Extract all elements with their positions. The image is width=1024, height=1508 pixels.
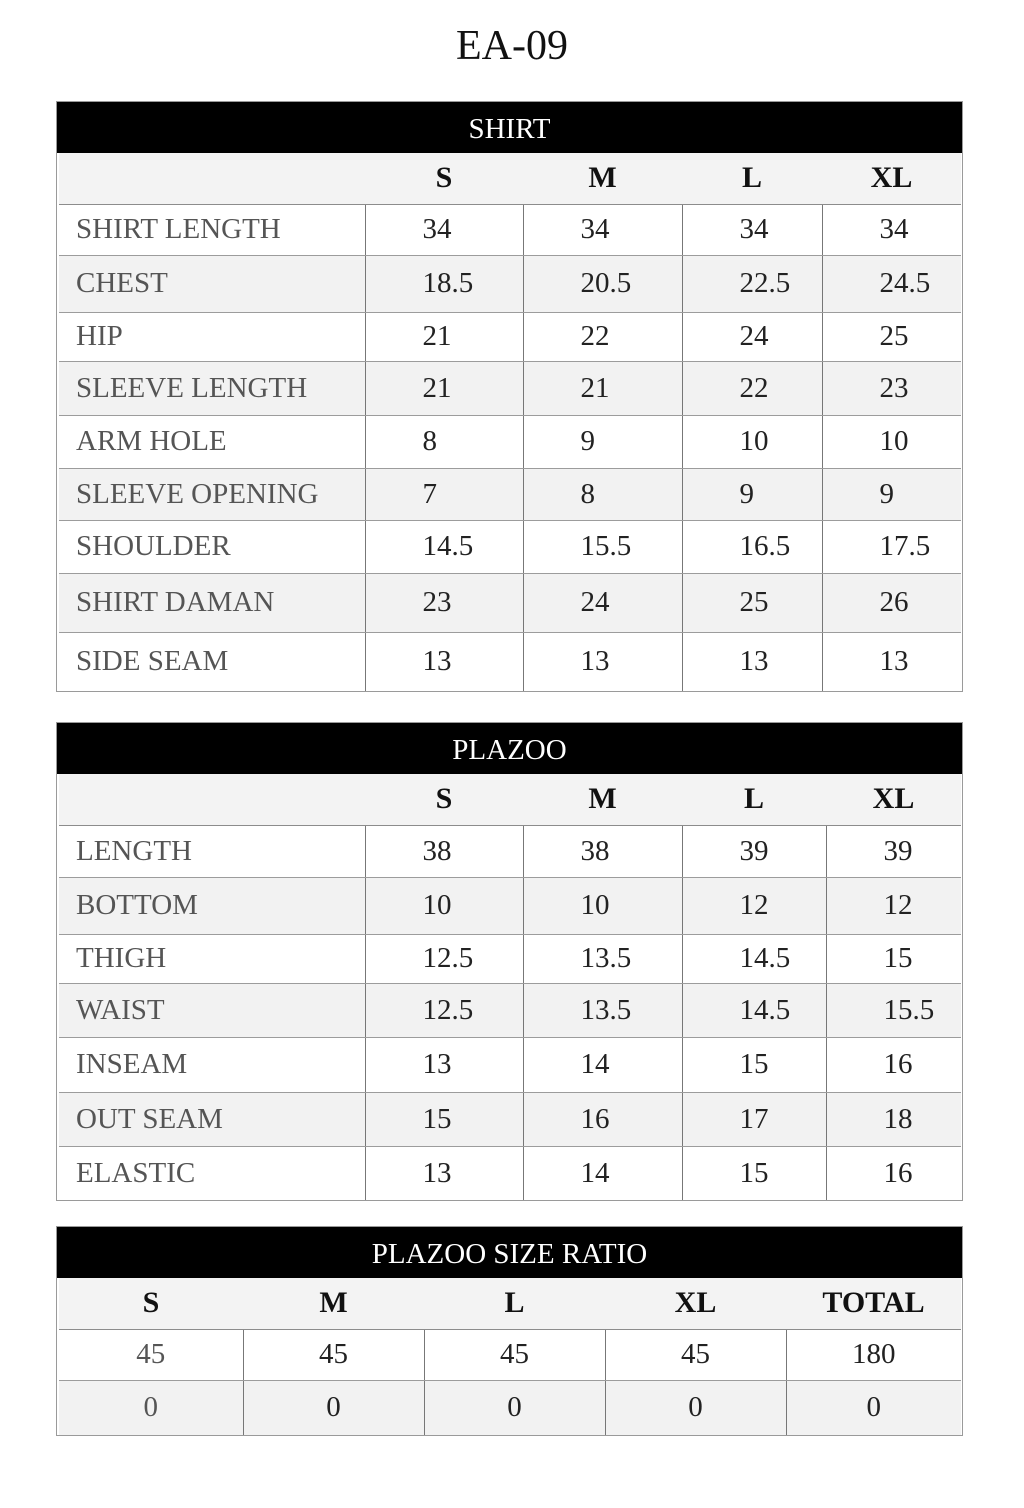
cell-value: 15: [682, 1037, 826, 1092]
cell-value: 13.5: [523, 983, 682, 1037]
cell-value: 9: [682, 468, 822, 520]
cell-value: 0: [605, 1380, 786, 1435]
table-row: [59, 1380, 961, 1435]
table-row: [59, 468, 961, 520]
table-row: [59, 825, 961, 877]
ratio-header-row: [59, 1278, 961, 1329]
table-row: [59, 934, 961, 983]
cell-value: 7: [365, 468, 523, 520]
plazoo-size-table: [56, 722, 963, 1201]
row-label: ARM HOLE: [59, 415, 365, 468]
cell-value: 17.5: [822, 520, 961, 573]
cell-value: 45: [424, 1329, 605, 1380]
cell-value: 21: [365, 312, 523, 361]
cell-value: 18: [826, 1092, 961, 1146]
row-label: SIDE SEAM: [76, 645, 229, 678]
cell-value: 45: [59, 1329, 243, 1380]
cell-value: 45: [605, 1329, 786, 1380]
cell-value: 34: [523, 204, 682, 255]
column-header-total: TOTAL: [786, 1278, 961, 1329]
column-header-m: M: [523, 774, 682, 825]
cell-value: 14.5: [682, 983, 826, 1037]
cell-value: 23: [822, 361, 961, 415]
cell-value: 22: [682, 361, 822, 415]
cell-value: 10: [365, 877, 523, 934]
cell-value: 0: [424, 1380, 605, 1435]
cell-value: 15: [826, 934, 961, 983]
cell-value: 16: [523, 1092, 682, 1146]
table-row: [59, 204, 961, 255]
cell-value: 13: [523, 632, 682, 691]
cell-value: 9: [523, 415, 682, 468]
cell-value: 0: [59, 1380, 243, 1435]
cell-value: 38: [365, 825, 523, 877]
cell-value: 17: [682, 1092, 826, 1146]
table-row: [59, 415, 961, 468]
cell-value: 10: [822, 415, 961, 468]
cell-value: 8: [365, 415, 523, 468]
column-header-l: L: [682, 774, 826, 825]
table-row: [59, 573, 961, 632]
cell-value: 0: [243, 1380, 424, 1435]
table-row: [59, 1092, 961, 1146]
table-row: [59, 361, 961, 415]
cell-value: 26: [822, 573, 961, 632]
shirt-size-table: [56, 101, 963, 692]
cell-value: 45: [243, 1329, 424, 1380]
cell-value: 25: [822, 312, 961, 361]
column-header-m: M: [523, 153, 682, 204]
column-header-m: M: [243, 1278, 424, 1329]
cell-value: 25: [682, 573, 822, 632]
cell-value: 15.5: [523, 520, 682, 573]
row-label: ELASTIC: [76, 1156, 196, 1189]
cell-value: 0: [786, 1380, 961, 1435]
column-header-s: S: [365, 774, 523, 825]
shirt-table-heading: SHIRT: [57, 102, 962, 153]
cell-value: 13.5: [523, 934, 682, 983]
table-row: [59, 1037, 961, 1092]
cell-value: 12: [826, 877, 961, 934]
cell-value: 24: [523, 573, 682, 632]
table-row: [59, 312, 961, 361]
cell-value: 34: [682, 204, 822, 255]
cell-value: 14.5: [365, 520, 523, 573]
cell-value: 15: [365, 1092, 523, 1146]
cell-value: 13: [365, 1037, 523, 1092]
cell-value: 12.5: [365, 983, 523, 1037]
column-header-s: S: [59, 1278, 243, 1329]
table-row: [59, 520, 961, 573]
row-label: INSEAM: [59, 1037, 365, 1092]
cell-value: 24.5: [822, 255, 961, 312]
cell-value: 21: [523, 361, 682, 415]
cell-value: 10: [682, 415, 822, 468]
cell-value: 14: [523, 1037, 682, 1092]
cell-value: 13: [822, 632, 961, 691]
header-blank-cell: [59, 153, 365, 204]
cell-value: 22.5: [682, 255, 822, 312]
table-row: [59, 1146, 961, 1200]
cell-value: 180: [786, 1329, 961, 1380]
cell-value: 13: [682, 632, 822, 691]
table-row: [59, 877, 961, 934]
cell-value: 20.5: [523, 255, 682, 312]
cell-value: 34: [365, 204, 523, 255]
cell-value: 12.5: [365, 934, 523, 983]
row-label: LENGTH: [59, 825, 365, 877]
cell-value: 23: [365, 573, 523, 632]
cell-value: 16: [826, 1037, 961, 1092]
cell-value: 12: [682, 877, 826, 934]
cell-value: 15.5: [826, 983, 961, 1037]
row-label: THIGH: [59, 934, 365, 983]
cell-value: 18.5: [365, 255, 523, 312]
cell-value: 16.5: [682, 520, 822, 573]
ratio-table-heading: PLAZOO SIZE RATIO: [57, 1227, 962, 1278]
row-label: BOTTOM: [59, 877, 365, 934]
column-header-xl: XL: [826, 774, 961, 825]
cell-value: 13: [365, 1146, 523, 1200]
shirt-header-row: [59, 153, 961, 204]
row-label: WAIST: [59, 983, 365, 1037]
cell-value: 21: [365, 361, 523, 415]
page-title: EA-09: [456, 23, 568, 69]
cell-value: 9: [822, 468, 961, 520]
cell-value: 15: [682, 1146, 826, 1200]
header-blank-cell: [59, 774, 365, 825]
cell-value: 16: [826, 1146, 961, 1200]
cell-value: 8: [523, 468, 682, 520]
plazoo-size-ratio-table: [56, 1226, 963, 1436]
cell-value: 34: [822, 204, 961, 255]
column-header-l: L: [682, 153, 822, 204]
row-label: SHIRT LENGTH: [59, 204, 365, 255]
row-label: CHEST: [59, 255, 365, 312]
row-label: HIP: [59, 312, 365, 361]
cell-value: 39: [826, 825, 961, 877]
table-row: [59, 632, 961, 691]
plazoo-table-heading: PLAZOO: [57, 723, 962, 774]
table-row: [59, 255, 961, 312]
cell-value: 14: [523, 1146, 682, 1200]
table-row: [59, 983, 961, 1037]
row-label: SLEEVE LENGTH: [59, 361, 365, 415]
column-header-xl: XL: [605, 1278, 786, 1329]
cell-value: 10: [523, 877, 682, 934]
cell-value: 39: [682, 825, 826, 877]
row-label: SLEEVE OPENING: [59, 468, 365, 520]
plazoo-header-row: [59, 774, 961, 825]
column-header-s: S: [365, 153, 523, 204]
column-header-l: L: [424, 1278, 605, 1329]
cell-value: 13: [365, 632, 523, 691]
row-label: OUT SEAM: [59, 1092, 365, 1146]
cell-value: 38: [523, 825, 682, 877]
cell-value: 14.5: [682, 934, 826, 983]
column-header-xl: XL: [822, 153, 961, 204]
row-label: SHIRT DAMAN: [59, 573, 365, 632]
cell-value: 24: [682, 312, 822, 361]
row-label: SHOULDER: [59, 520, 365, 573]
cell-value: 22: [523, 312, 682, 361]
table-row: [59, 1329, 961, 1380]
